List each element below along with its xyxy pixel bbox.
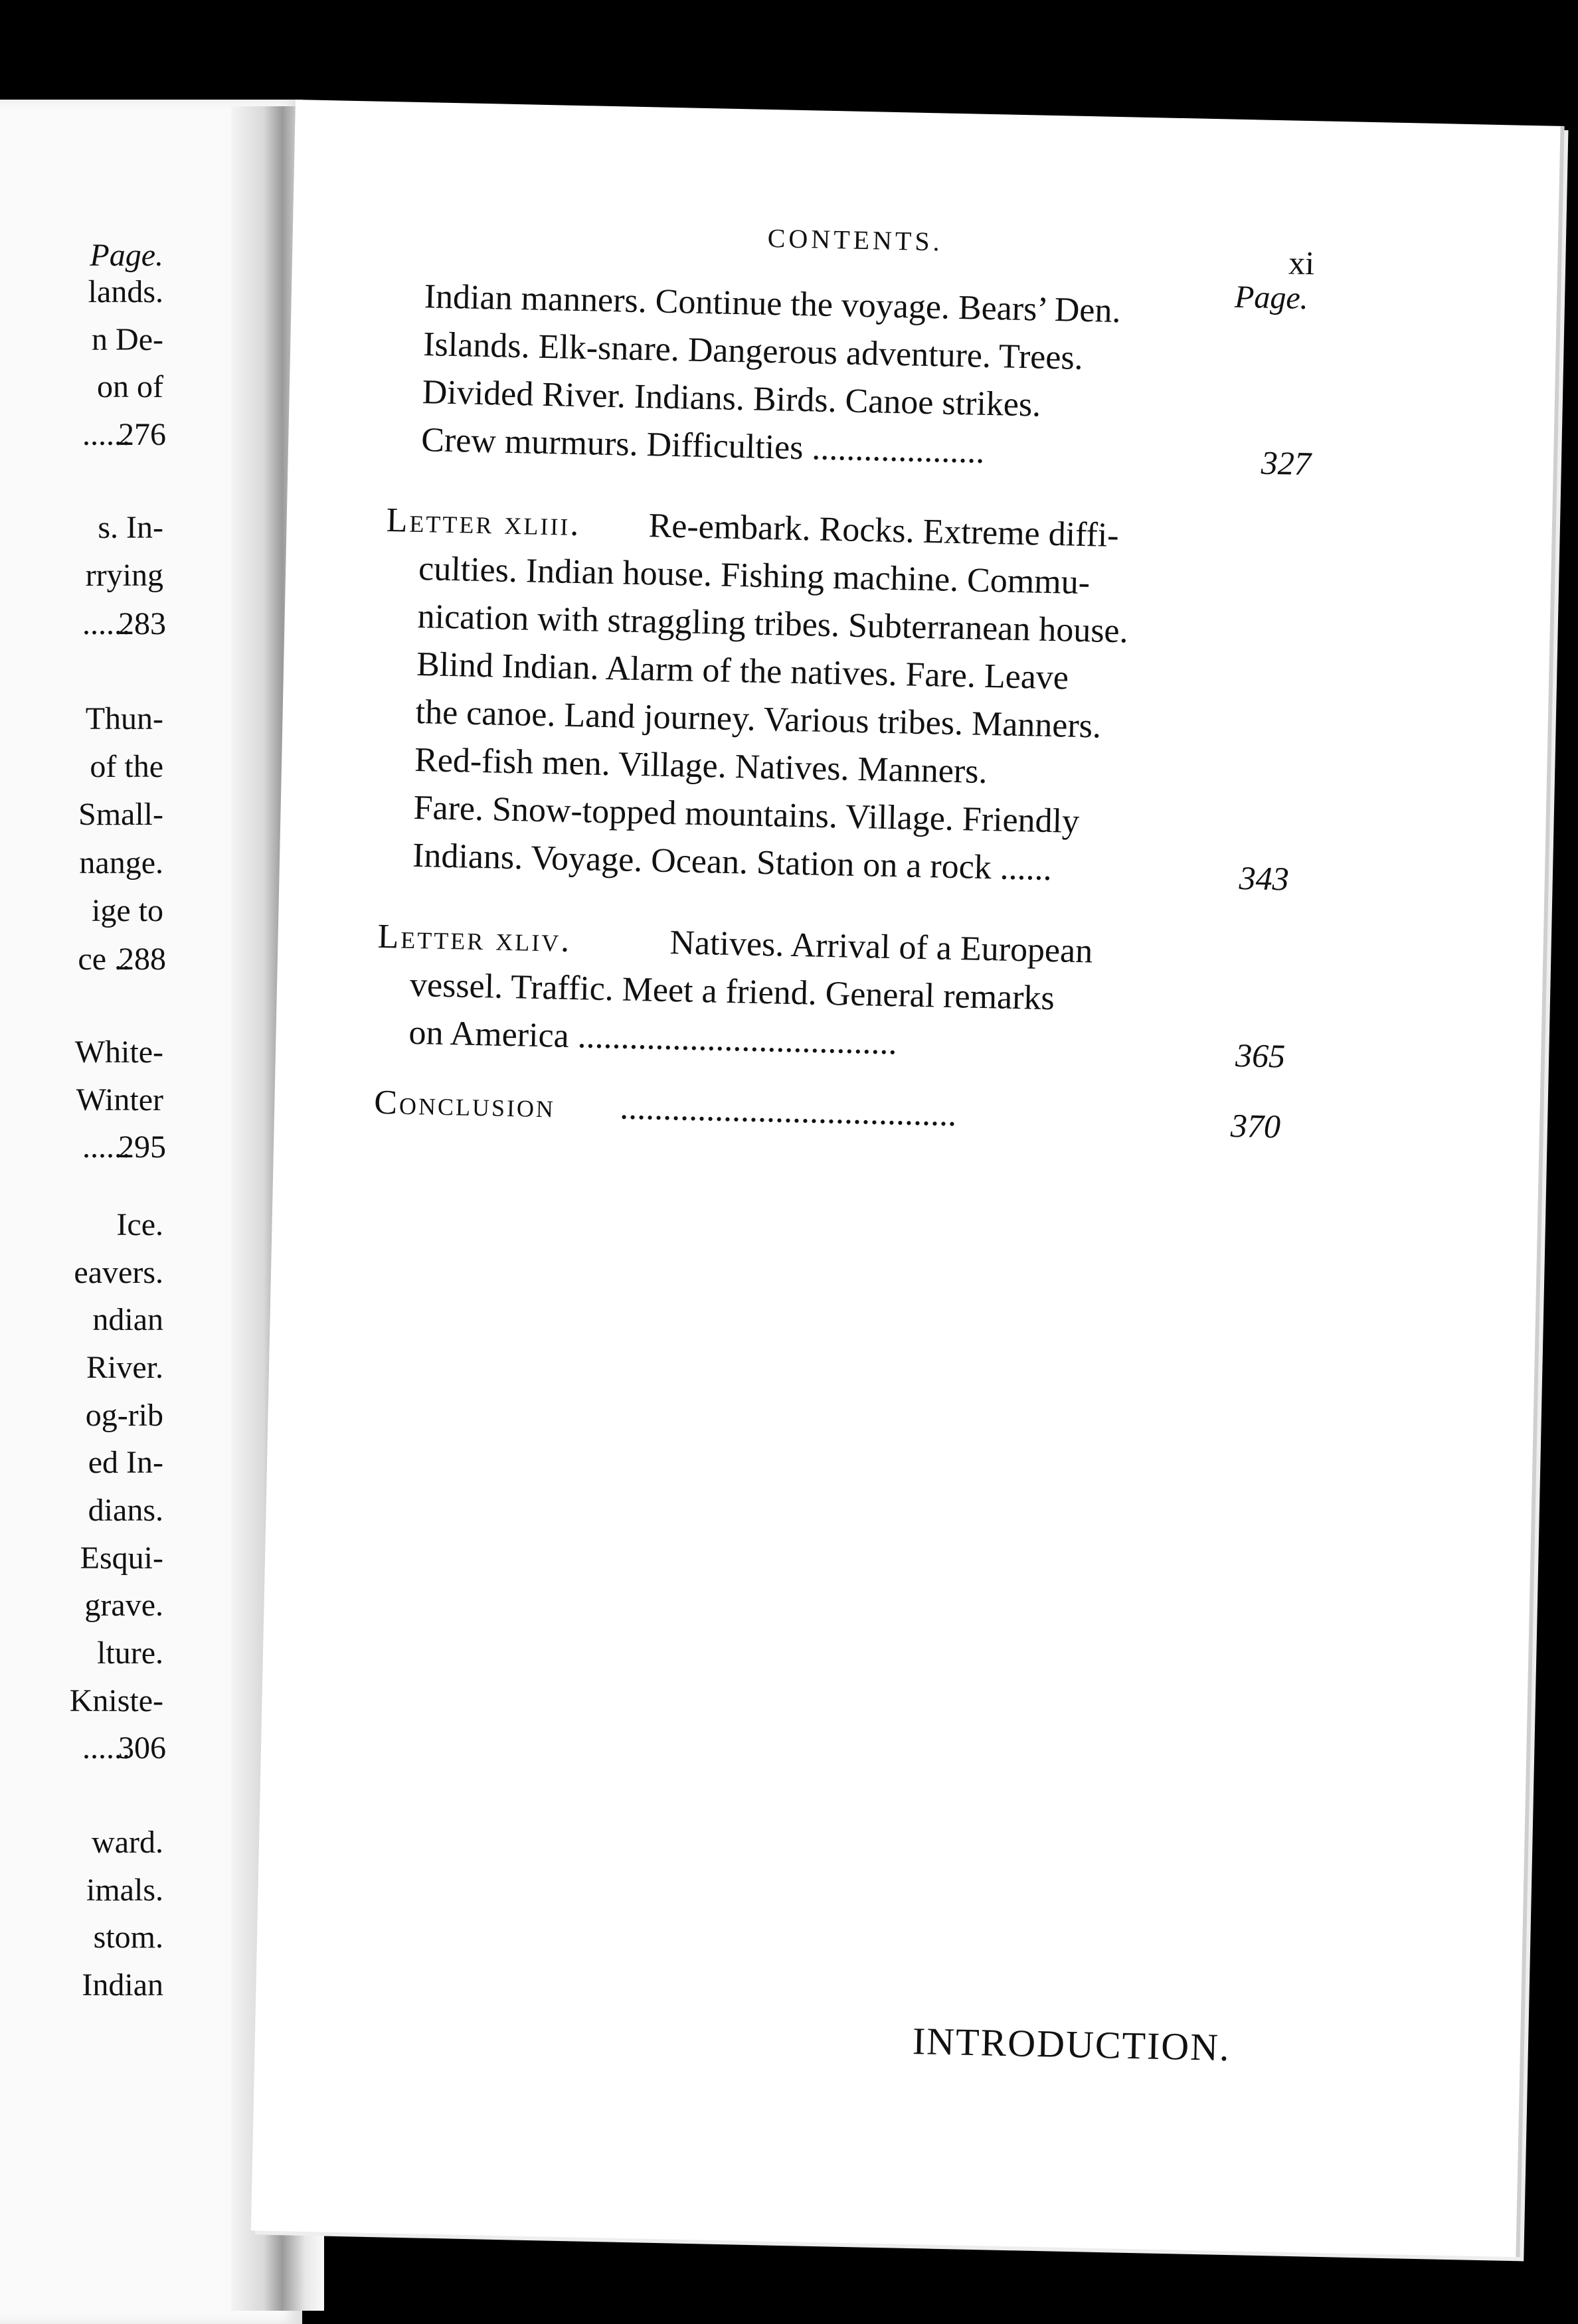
entry-line: Indians. Voyage. Ocean. Station on a rock ...... bbox=[412, 836, 1053, 888]
entry-line: culties. Indian house. Fishing machine. Commu- bbox=[418, 550, 1091, 602]
left-line-leader: ...... bbox=[82, 1129, 130, 1165]
left-line: eavers. bbox=[74, 1255, 163, 1290]
left-line: of the bbox=[90, 749, 163, 784]
entry-line: ....................................... bbox=[619, 1088, 957, 1134]
left-line: Small- bbox=[78, 797, 163, 832]
conclusion-label: Conclusion bbox=[373, 1083, 556, 1125]
left-line: imals. bbox=[86, 1872, 163, 1908]
left-line: Winter bbox=[76, 1082, 163, 1118]
entry-line: Re-embark. Rocks. Extreme diffi- bbox=[648, 507, 1120, 555]
left-page-number: 276 bbox=[118, 417, 166, 452]
entry-line: Natives. Arrival of a European bbox=[669, 924, 1093, 971]
left-line: ward. bbox=[92, 1825, 163, 1860]
entry-line: Indian manners. Continue the voyage. Bears’ Den. bbox=[424, 278, 1122, 331]
letter-label: Letter xliv. bbox=[377, 917, 572, 959]
left-line: Ice. bbox=[116, 1207, 163, 1242]
left-line: ige to bbox=[92, 893, 163, 928]
next-section-heading: INTRODUCTION. bbox=[912, 2019, 1231, 2070]
left-line-leader: ...... bbox=[82, 606, 130, 641]
left-line: White- bbox=[74, 1035, 163, 1070]
entry-line: Fare. Snow-topped mountains. Village. Friendly bbox=[413, 788, 1080, 841]
left-page-number: 288 bbox=[118, 942, 166, 977]
left-line: Kniste- bbox=[69, 1683, 163, 1718]
left-line: on of bbox=[97, 369, 163, 404]
page-column-label: Page. bbox=[1234, 279, 1309, 316]
entry-line: on America ..................................... bbox=[408, 1013, 898, 1062]
left-line: lture. bbox=[97, 1635, 163, 1671]
entry-line: vessel. Traffic. Meet a friend. General remarks bbox=[409, 965, 1055, 1018]
entry-line: Blind Indian. Alarm of the natives. Fare. Leave bbox=[416, 645, 1069, 697]
entry-line: the canoe. Land journey. Various tribes. Manners. bbox=[415, 693, 1102, 746]
left-page-number: 306 bbox=[118, 1730, 166, 1766]
entry-page-number: 370 bbox=[1230, 1106, 1281, 1145]
left-line: s. In- bbox=[98, 510, 163, 545]
left-line: Esqui- bbox=[80, 1540, 163, 1576]
entry-line: nication with straggling tribes. Subterranean house. bbox=[417, 598, 1129, 651]
right-page bbox=[251, 100, 1565, 2257]
left-line: rrying bbox=[85, 558, 163, 593]
left-line: n De- bbox=[92, 322, 163, 357]
left-line: ed In- bbox=[88, 1445, 163, 1480]
left-line: Thun- bbox=[85, 701, 163, 736]
left-line: og-rib bbox=[85, 1398, 163, 1433]
entry-page-number: 365 bbox=[1235, 1036, 1286, 1075]
left-line: ndian bbox=[92, 1302, 163, 1337]
left-page-number: 295 bbox=[118, 1129, 166, 1165]
left-line: nange. bbox=[79, 845, 163, 880]
left-page-label: Page. bbox=[90, 238, 163, 273]
entry-line: Red-fish men. Village. Natives. Manners. bbox=[414, 740, 988, 791]
entry-page-number: 327 bbox=[1261, 444, 1312, 483]
entry-page-number: 343 bbox=[1239, 859, 1290, 898]
entry-line: Islands. Elk-snare. Dangerous adventure. Trees. bbox=[422, 325, 1084, 377]
left-line: stom. bbox=[93, 1920, 163, 1955]
folio: xi bbox=[1288, 244, 1315, 282]
left-line: grave. bbox=[84, 1588, 163, 1623]
left-line: Indian bbox=[82, 1967, 163, 2003]
left-line-leader: ...... bbox=[82, 1730, 130, 1766]
left-line-leader: ...... bbox=[82, 417, 130, 452]
entry-line: Crew murmurs. Difficulties .................... bbox=[420, 421, 985, 471]
left-line: River. bbox=[86, 1350, 163, 1385]
left-line-leader: ce .. bbox=[78, 942, 130, 977]
letter-label: Letter xliii. bbox=[386, 501, 581, 544]
left-line: dians. bbox=[88, 1493, 163, 1528]
left-page-number: 283 bbox=[118, 606, 166, 641]
left-line: lands. bbox=[88, 274, 163, 309]
entry-line: Divided River. Indians. Birds. Canoe strikes. bbox=[422, 373, 1041, 424]
running-head: CONTENTS. bbox=[767, 222, 944, 257]
